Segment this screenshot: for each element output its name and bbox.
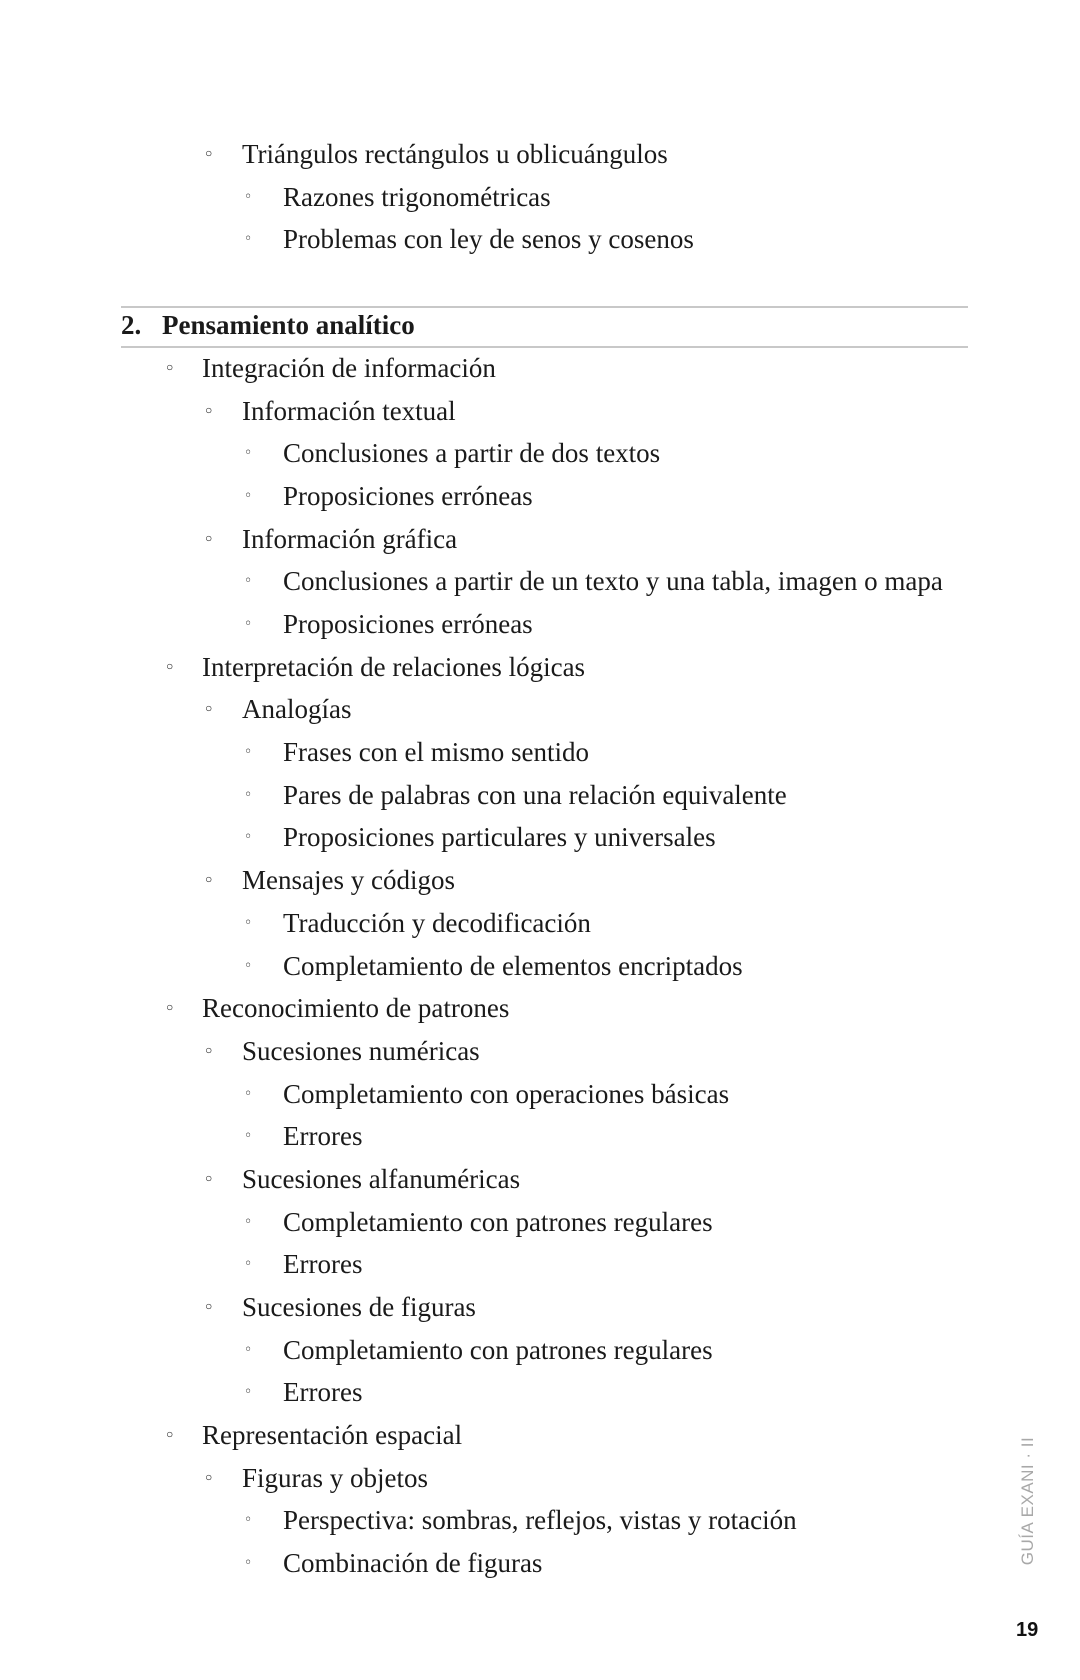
- bullet-icon: ◦: [244, 445, 253, 462]
- bullet-icon: ◦: [165, 1426, 175, 1444]
- bullet-icon: ◦: [244, 1384, 253, 1401]
- list-item-text: Combinación de figuras: [283, 1548, 543, 1579]
- bullet-icon: ◦: [165, 999, 175, 1018]
- list-item-text: Integración de información: [202, 353, 496, 383]
- bullet-icon: ◦: [204, 401, 214, 420]
- page-number: 19: [1016, 1619, 1039, 1641]
- list-item-text: Reconocimiento de patrones: [202, 993, 510, 1024]
- section-number: 2.: [121, 310, 142, 340]
- bullet-icon: ◦: [244, 1512, 253, 1529]
- list-item-text: Completamiento de elementos encriptados: [283, 950, 743, 981]
- list-item-text: Triángulos rectángulos u oblicuángulos: [242, 139, 668, 169]
- bullet-icon: ◦: [204, 529, 214, 548]
- bullet-icon: ◦: [244, 188, 253, 205]
- bullet-icon: ◦: [244, 744, 253, 761]
- list-item-text: Mensajes y códigos: [242, 865, 455, 896]
- section-title: Pensamiento analítico: [162, 310, 415, 340]
- list-item-text: Perspectiva: sombras, reflejos, vistas y rotación: [283, 1505, 797, 1536]
- list-item-text: Errores: [283, 1121, 363, 1152]
- list-item-text: Pares de palabras con una relación equivalente: [283, 779, 787, 810]
- bullet-icon: ◦: [204, 1297, 214, 1316]
- running-footer-label: GUÍA EXANI · II: [1018, 1436, 1037, 1566]
- bullet-icon: ◦: [244, 957, 253, 974]
- list-item-text: Conclusiones a partir de un texto y una tabla, imagen o mapa: [283, 566, 943, 597]
- bullet-icon: ◦: [244, 1256, 253, 1273]
- bullet-icon: ◦: [244, 573, 253, 590]
- list-item-text: Errores: [283, 1377, 363, 1408]
- list-item-text: Problemas con ley de senos y cosenos: [283, 224, 694, 255]
- bullet-icon: ◦: [165, 657, 175, 676]
- list-item-text: Interpretación de relaciones lógicas: [202, 651, 586, 682]
- list-item-text: Sucesiones de figuras: [242, 1291, 476, 1322]
- bullet-icon: ◦: [244, 616, 253, 633]
- list-item-text: Completamiento con patrones regulares: [283, 1334, 713, 1365]
- list-item-text: Traducción y decodificación: [283, 907, 591, 938]
- bullet-icon: ◦: [244, 1213, 253, 1230]
- list-item-text: Completamiento con operaciones básicas: [283, 1078, 730, 1109]
- list-item-text: Sucesiones alfanuméricas: [242, 1163, 521, 1194]
- list-item-text: Errores: [283, 1249, 363, 1280]
- bullet-icon: ◦: [244, 488, 253, 505]
- bullet-icon: ◦: [165, 359, 175, 377]
- list-item-text: Figuras y objetos: [242, 1462, 428, 1493]
- bullet-icon: ◦: [204, 700, 214, 719]
- bullet-icon: ◦: [244, 914, 253, 931]
- bullet-icon: ◦: [244, 1128, 253, 1145]
- bullet-icon: ◦: [204, 145, 214, 163]
- list-item-text: Sucesiones numéricas: [242, 1035, 480, 1066]
- bullet-icon: ◦: [244, 1085, 253, 1102]
- bullet-icon: ◦: [204, 1041, 214, 1060]
- bullet-icon: ◦: [204, 871, 214, 890]
- list-item-text: Proposiciones particulares y universales: [283, 822, 716, 853]
- bullet-icon: ◦: [204, 1169, 214, 1188]
- bullet-icon: ◦: [244, 1555, 253, 1572]
- list-item-text: Proposiciones erróneas: [283, 609, 533, 640]
- list-item-text: Frases con el mismo sentido: [283, 737, 589, 768]
- list-item-text: Información gráfica: [242, 523, 458, 554]
- list-item-text: Proposiciones erróneas: [283, 481, 533, 512]
- list-item-text: Completamiento con patrones regulares: [283, 1206, 713, 1237]
- bullet-icon: ◦: [244, 231, 253, 248]
- bullet-icon: ◦: [204, 1468, 214, 1487]
- bullet-icon: ◦: [244, 786, 253, 803]
- list-item-text: Representación espacial: [202, 1420, 463, 1450]
- list-item-text: Conclusiones a partir de dos textos: [283, 438, 661, 469]
- bullet-icon: ◦: [244, 829, 253, 846]
- list-item-text: Analogías: [242, 694, 352, 725]
- list-item-text: Información textual: [242, 395, 456, 426]
- list-item-text: Razones trigonométricas: [283, 181, 551, 212]
- bullet-icon: ◦: [244, 1341, 253, 1358]
